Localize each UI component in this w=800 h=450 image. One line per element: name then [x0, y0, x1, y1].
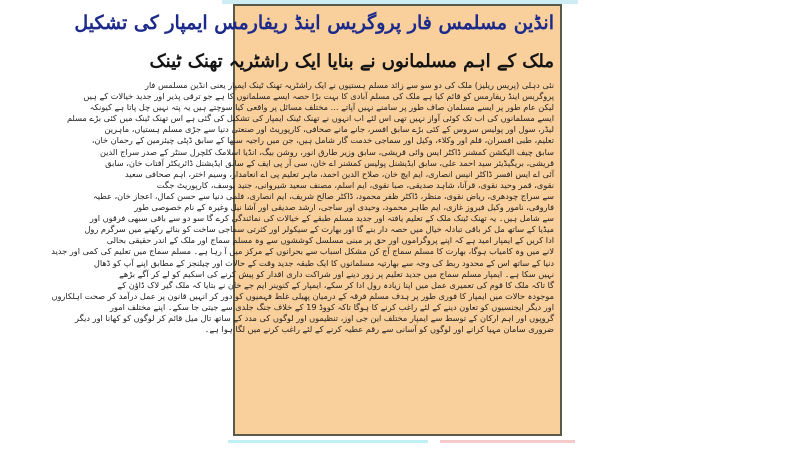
- body-line: آئی اے ایس افسر ڈاکٹر انیس انصاری، ایم ایچ خان، صلاح الدین احمد، ماہر تعلیم پی اے انعامدار، وسیم اختر، اہم صحافی سعید: [125, 168, 554, 179]
- body-line: سے سراج چودھری، ریاض نقوی، منظر، ڈاکٹر ظفر محمود، ڈاکٹر صالح شریف، ایم انصاری، فلمی دنیا سے حسن کمال، اعجاز خان، عطیہ: [92, 190, 554, 201]
- body-line: موجودہ حالات میں ایمپار کا فوری طور پر ہدف مسلم فرقہ کے درمیان پھیلی غلط فہمیوں کو دور کر انہیں قانون پر عمل درآمد کر صحت اہلکاروں: [51, 290, 554, 301]
- body-line: قریشی، بریگیڈیئر سید احمد علی، سابق ایڈیشنل پولیس کمشنر اے خان، سی آر پی ایف کے سابق ایڈیشنل ڈائریکٹر آفتاب خان، سابق: [105, 157, 554, 168]
- body-line: سابق چیف الیکشن کمشنر ڈاکٹر ایس وائی قریشی، سابق وزیر طارق انور، روشن بیگ، انڈیا اسلامک کلچرل سنٹر کے صدر سراج الدین: [100, 146, 554, 157]
- body-line: ضروری سامان مہیا کرانے اور لوگوں کو آسانی سے رقم عطیہ کرنے کے لئے راغب کرنے میں لگا ہوا ہے۔: [204, 324, 554, 335]
- body-line: نئی دہلی (پریس ریلیز) ملک کی دو سو سے زائد مسلم ہستیوں نے ایک راشٹریہ تھنک ٹینک ایمپار یعنی انڈین مسلمس فار: [144, 80, 554, 90]
- body-line: پروگریس اینڈ ریفارمس کو قائم کیا ہے ملک کی مسلم آبادی کا بہت بڑا حصہ ایسے مسلمانوں کا ہے جو ترقی پذیر اور جدید خیالات کے ہیں: [83, 91, 554, 102]
- body-line: ادا کریں کے ایمپار امید ہے کہ اپنے پروگراموں اور حق پر مبنی مسلسل کوششوں سے وہ مسلم سماج اور ملک کے اندر حقیقی بحالی: [106, 235, 554, 246]
- subheadline: ملک کے اہم مسلمانوں نے بنایا ایک راشٹریہ تھنک ٹینک: [149, 51, 554, 72]
- body-line: تعلیم، طبی افسران، قلم اور وکلاء، وکیل اور سماجی خدمت گار شامل ہیں، جن میں راجیہ سبھا کے سابق ڈپٹی چیئرمین کے رحمان خان،: [91, 135, 554, 146]
- body-line: لیڈر، سول اور پولیس سروس کے کئی بڑے سابق افسر، جانے مانے صحافی، کارپوریٹ اور صنعتی دنیا سے جڑی مسلم ہستیاں، ماہرین: [104, 124, 554, 135]
- body-line: گا تاکہ ملک کا قوم کی تعمیری عمل میں اپنا زیادہ رول ادا کر سکے، ایمپار کے کنوینر ایم جے خان نے بتایا کہ ملک گیر لاک ڈاؤن کے: [117, 279, 554, 290]
- body-line: گروپوں اور اہم ارکان کے توسط سے ایمپار مختلف این جی اوز، تنظیموں اور لوگوں کی مدد کے ساتھ تال میل قائم کر لوگوں کو کھانا اور دیگر: [75, 312, 554, 323]
- body-line: نقوی، قمر وحید نقوی، قرآنا، شاہد صدیقی، صبا نقوی، ایم اسلم، مصنف سعید شیروانی، جنید یوسف، کارپوریٹ جگت: [156, 179, 554, 190]
- body-line: ایسے مسلمانوں کی اب تک کوئی آواز نہیں تھی اس لئے اب انہوں نے تھنک ٹینک ایمپار کی تشکیل کی گئی ہے اس تھنک ٹینک میں کئی بڑے مسلم: [66, 113, 554, 124]
- bottom-color-strip-right: [440, 440, 575, 443]
- article-body: [51, 80, 554, 335]
- body-line: سے شامل ہیں۔ یہ تھنک ٹینک ملک کے تعلیم یافتہ اور جدید مسلم طبقے کے خیالات کی نمائندگی کرے گا سو دو سے باقی سبھی فرقوں اور: [89, 213, 554, 224]
- body-line: اور دیگر ایجنسیوں کو تعاون دینے کے لئے راغب کرنے کا ہوگا تاکہ کووڈ 19 کے خلاف جنگ جلدی سے جیتی جا سکے۔ اپنے مختلف امور: [110, 301, 554, 312]
- bottom-color-strip-left: [228, 440, 428, 443]
- headline: انڈین مسلمس فار پروگریس اینڈ ریفارمس ایمپار کی تشکیل: [74, 12, 554, 34]
- body-line: فاروقی، نامور وکیل فیروز غازی، ایم طاہر محمود، وحیدی اور ساجی، ارشد صدیقی اور آشا نیل وغیرہ کے نام خصوصی طور: [134, 202, 554, 213]
- body-line: میڈیا کے ساتھ مل کر باقی تبادلہ خیال میں حصہ دار بنے گا اور بھارت کے سیکولر اور کثرتی سماجی ساخت کو بنائے رکھنے میں سرگرم رول: [84, 224, 554, 235]
- body-line: دنیا کے ساتھ اس کے محدود ربط کی وجہ سے بھارتیہ مسلمانوں کا ایک طبقہ جدید وقت کے حالات اور چیلنجز کے مطابق اپنے آپ کو ڈھال: [93, 257, 554, 268]
- body-line: لیکن عام طور پر ایسے مسلمان صاف طور پر سامنے نہیں آپاتے ... مختلف مسائل پر واقعی کیا سوچتے ہیں یہ پتہ نہیں چل پاتا ہے کیونکہ: [89, 102, 554, 113]
- body-line: لانے میں وہ کامیاب ہوگا، بھارت کا مسلم سماج آج کن مشکل اسباب سے بحرانوں کے مرکز میں آ رہا ہے۔ مسلم سماج میں تعلیم کی کمی اور جدید: [51, 246, 554, 257]
- newspaper-clipping: [51, 4, 562, 436]
- body-line: نہیں سکا ہے۔ ایمپار مسلم سماج میں جدید تعلیم پر زور دینے اور شراکت داری اقدار کو پیش کرنے کی اسکیم کو لے کر آگے بڑھے: [119, 268, 554, 279]
